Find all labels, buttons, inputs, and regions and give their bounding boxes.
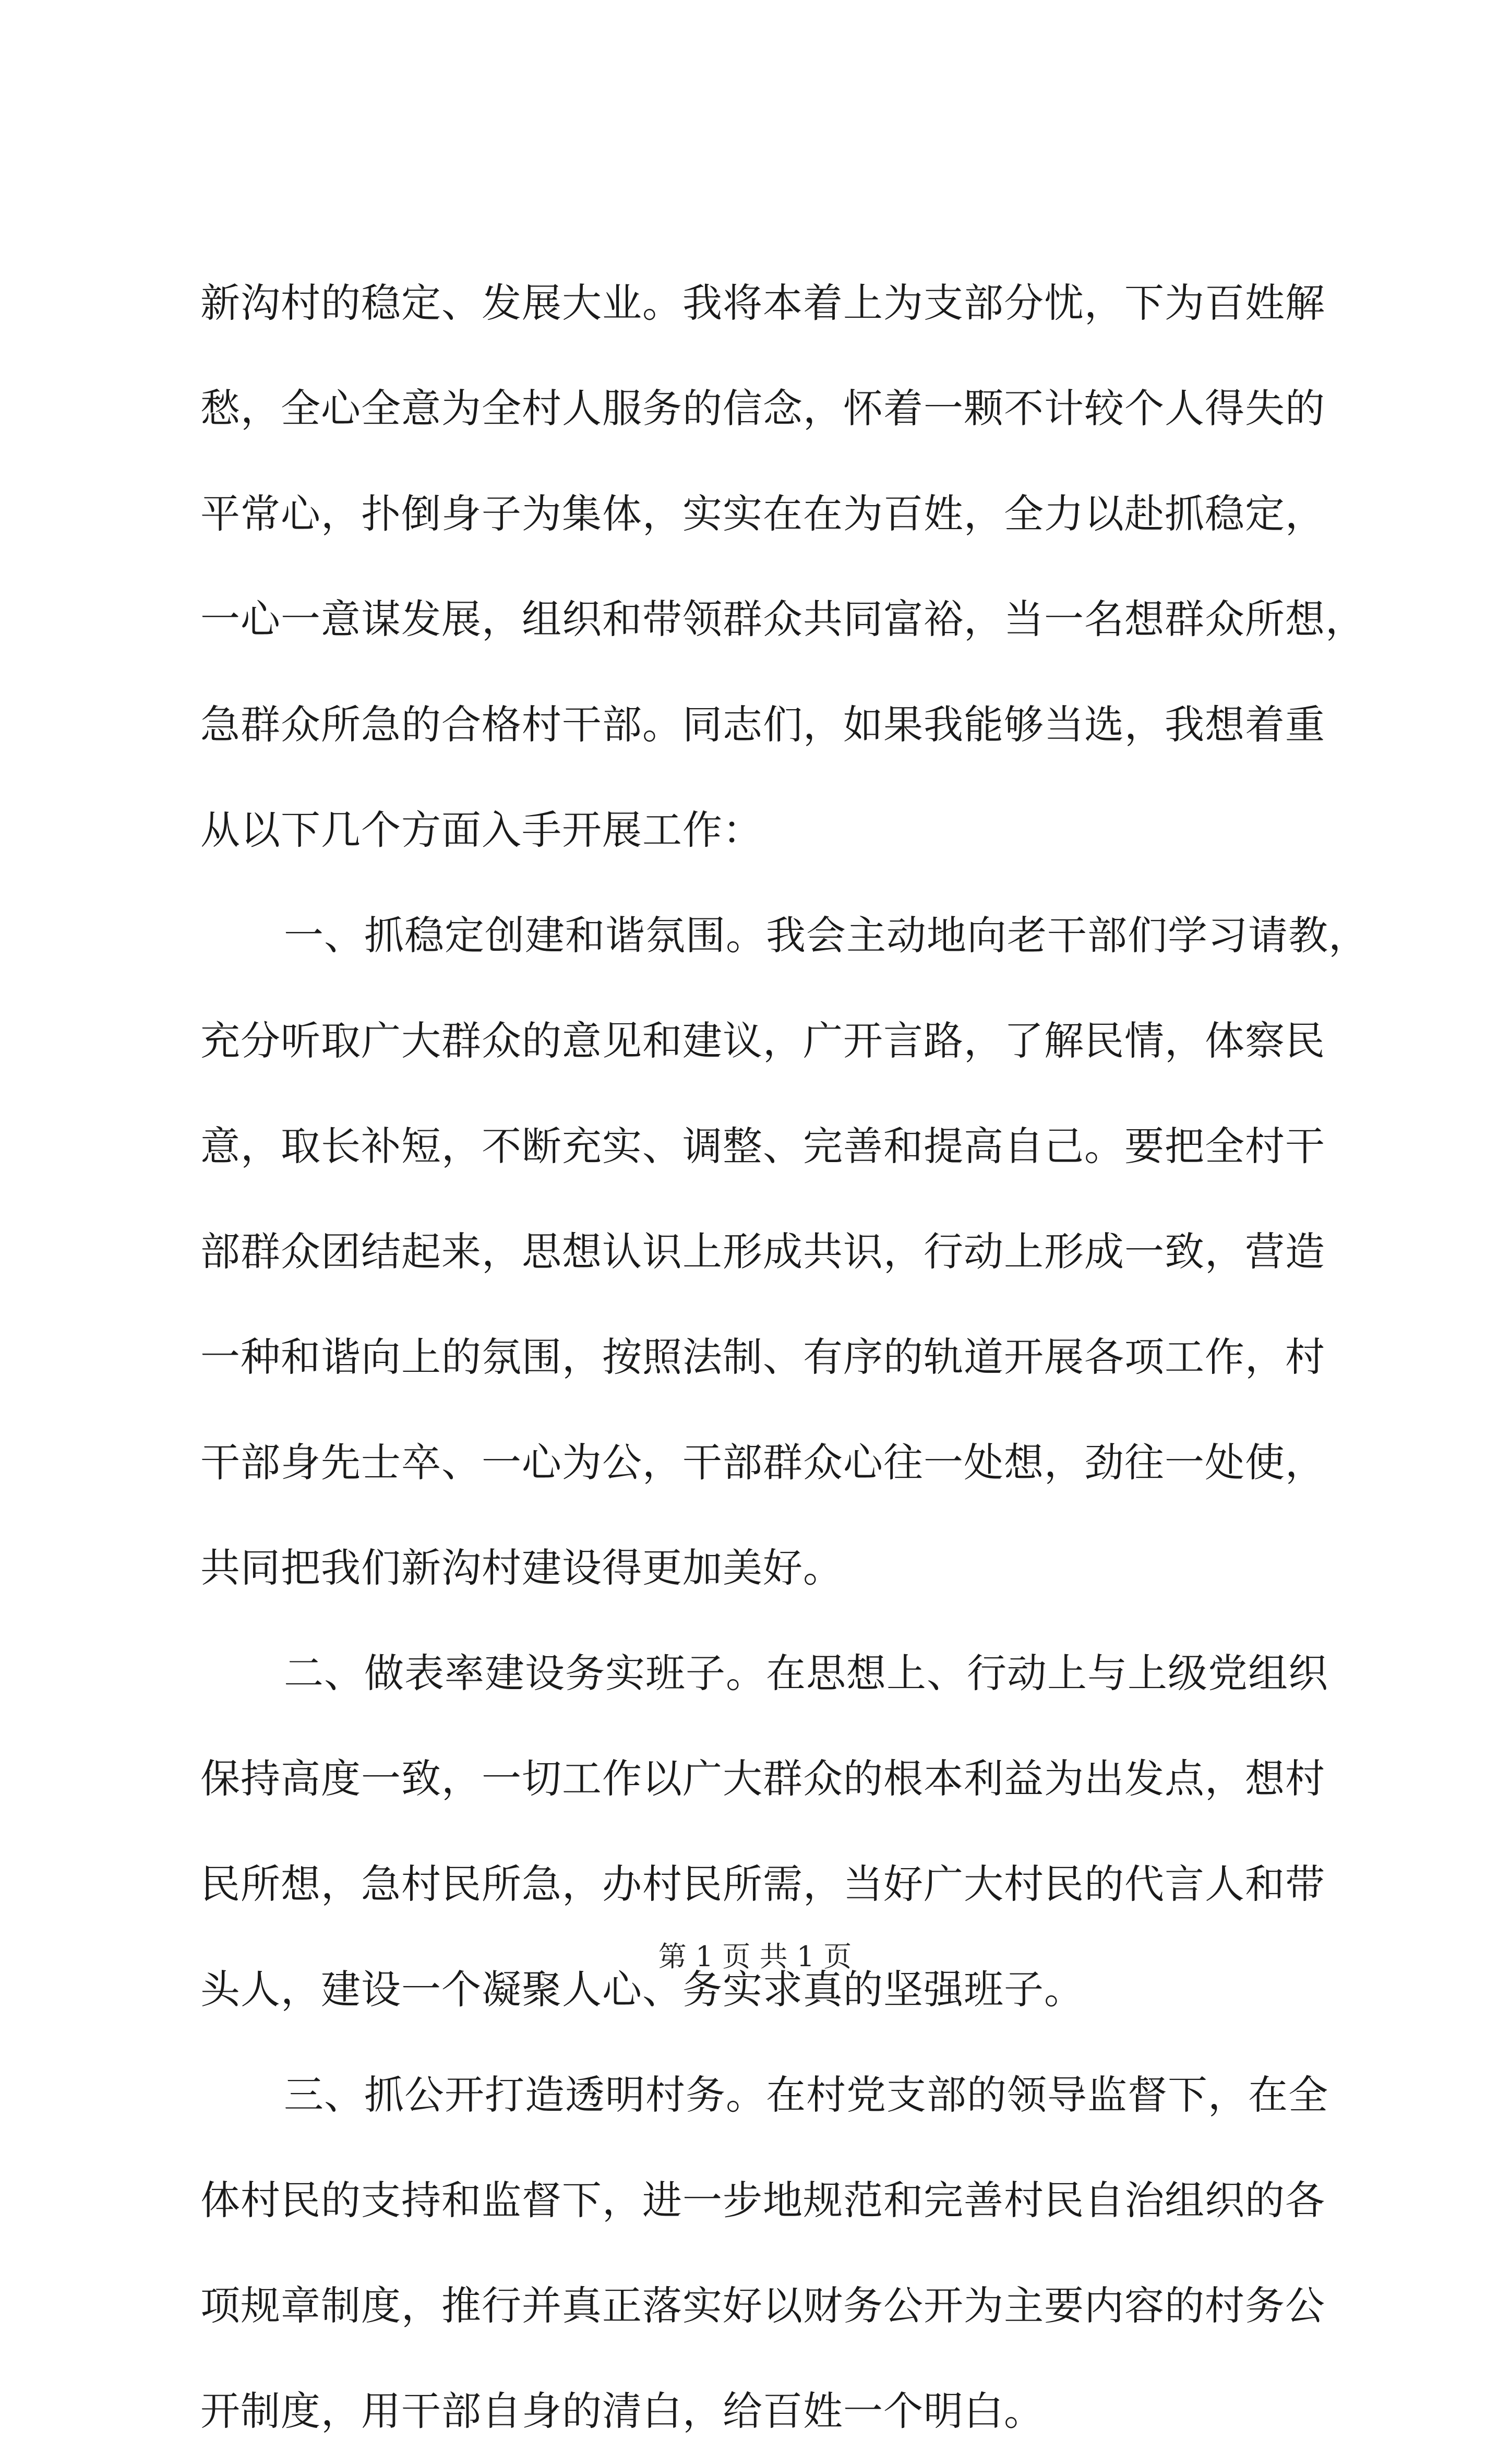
text-line: 体村民的支持和监督下，进一步地规范和完善村民自治组织的各 <box>200 2177 1325 2223</box>
text-line: 共同把我们新沟村建设得更加美好。 <box>200 1545 843 1591</box>
text-line: 项规章制度，推行并真正落实好以财务公开为主要内容的村务公 <box>200 2282 1325 2329</box>
text-line: 愁，全心全意为全村人服务的信念，怀着一颗不计较个人得失的 <box>200 385 1325 432</box>
text-line: 一种和谐向上的氛围，按照法制、有序的轨道开展各项工作，村 <box>200 1334 1325 1380</box>
text-line: 急群众所急的合格村干部。同志们，如果我能够当选，我想着重 <box>200 701 1325 748</box>
page-footer <box>0 1936 1510 1978</box>
document-body <box>200 250 1369 2464</box>
page-number-label: 第 1 页 共 1 页 <box>658 1940 852 1973</box>
text-line: 平常心，扑倒身子为集体，实实在在为百姓，全力以赴抓稳定， <box>200 491 1325 537</box>
text-line: 部群众团结起来，思想认识上形成共识，行动上形成一致，营造 <box>200 1228 1325 1275</box>
text-line: 保持高度一致，一切工作以广大群众的根本利益为出发点，想村 <box>200 1755 1325 1802</box>
text-line: 干部身先士卒、一心为公，干部群众心往一处想，劲往一处使， <box>200 1439 1325 1486</box>
text-line: 从以下几个方面入手开展工作： <box>200 807 763 853</box>
text-line: 新沟村的稳定、发展大业。我将本着上为支部分忧，下为百姓解 <box>200 280 1325 326</box>
text-line: 头人，建设一个凝聚人心、务实求真的坚强班子。 <box>200 1966 1084 2013</box>
text-line: 充分听取广大群众的意见和建议，广开言路，了解民情，体察民 <box>200 1018 1325 1064</box>
section-2-heading-line: 二、做表率建设务实班子。在思想上、行动上与上级党组织 <box>284 1650 1328 1696</box>
text-line: 一心一意谋发展，组织和带领群众共同富裕，当一名想群众所想， <box>200 596 1365 642</box>
text-line: 意，取长补短，不断充实、调整、完善和提高自己。要把全村干 <box>200 1123 1325 1169</box>
section-1-heading-line: 一、抓稳定创建和谐氛围。我会主动地向老干部们学习请教， <box>284 912 1369 959</box>
text-line: 开制度，用干部自身的清白，给百姓一个明白。 <box>200 2388 1044 2434</box>
text-line: 民所想，急村民所急，办村民所需，当好广大村民的代言人和带 <box>200 1861 1325 1907</box>
section-3-heading-line: 三、抓公开打造透明村务。在村党支部的领导监督下，在全 <box>284 2072 1328 2118</box>
